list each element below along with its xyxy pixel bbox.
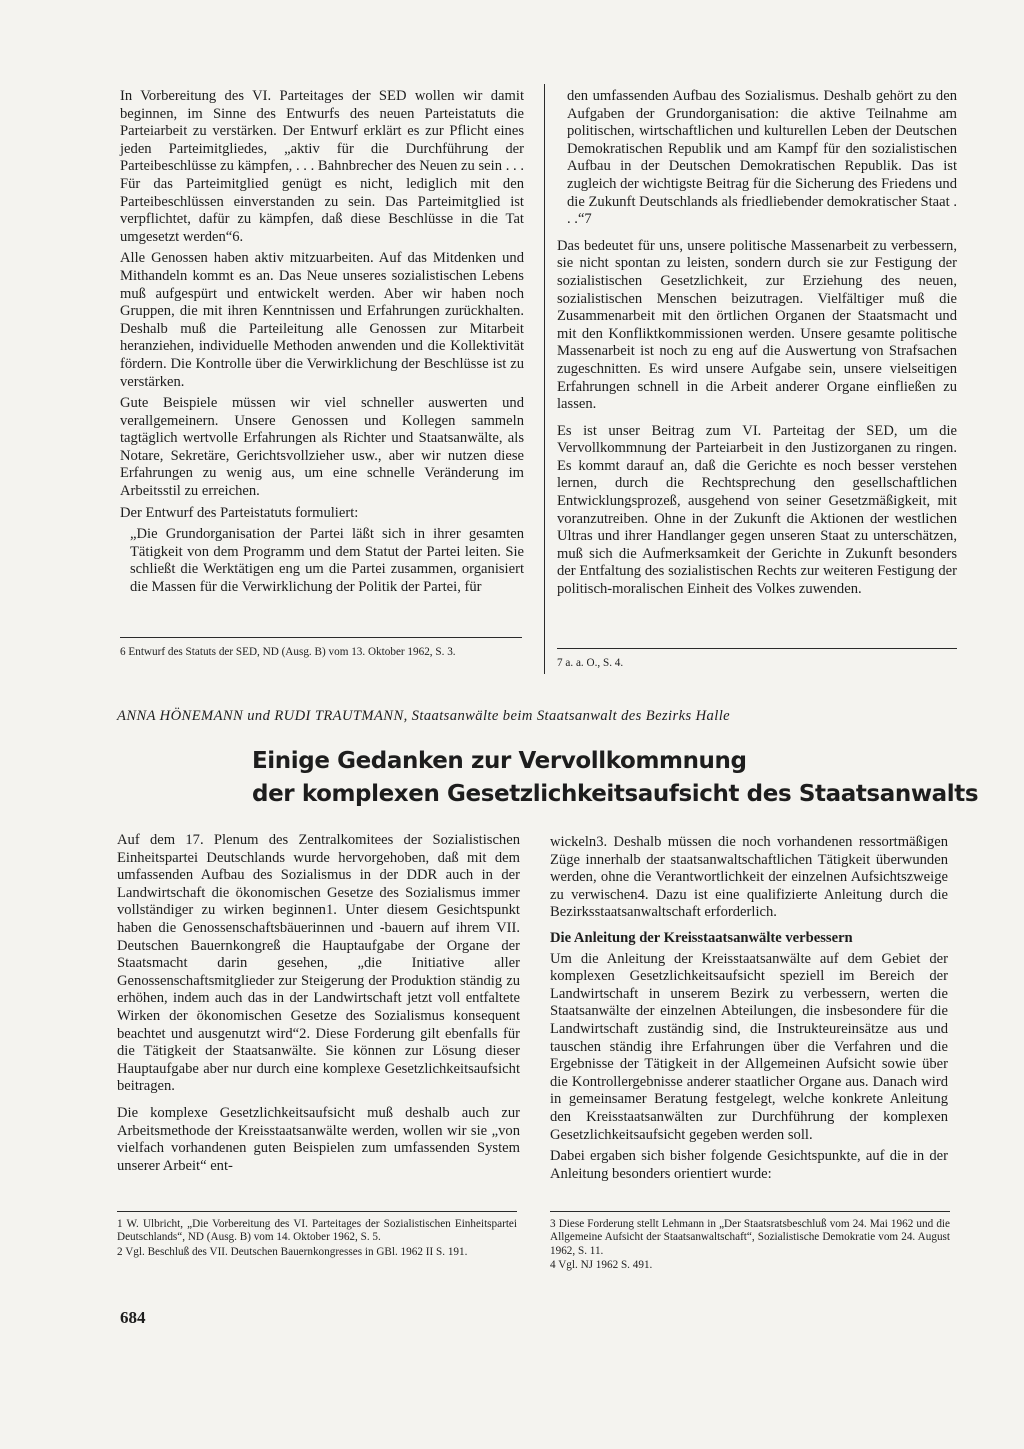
footnote-divider [120,637,522,638]
paragraph: Alle Genossen haben aktiv mitzuarbeiten. Auf das Mitdenken und Mithandeln kommt es an. Das Neue unseres sozialistischen Lebens muß aufgespürt und entwickelt werden. Aber wir haben noch Gruppen, die mit ihren Kenntnissen und Erfahrungen zurückhalten. Deshalb muß die Parteileitung alle Genossen zur Mitarbeit heranziehen, individuelle Methoden anwenden und die Kollektivität fördern. Die Kontrolle über die Verwirklichung der Beschlüsse ist zu verstärken. [120,250,524,390]
paragraph: Die komplexe Gesetzlichkeitsaufsicht muß deshalb auch zur Arbeitsmethode der Kreisstaatsanwälte werden, wollen wir sie „von vielfach vorhandenen guten Beispielen zum umfassenden System unserer Arbeit“ ent- [117,1104,520,1174]
paragraph: Der Entwurf des Parteistatuts formuliert: [120,504,359,521]
footnote-divider [550,1211,950,1212]
article-left-footnotes [117,1218,517,1260]
footnote-text: 6 Entwurf des Statuts der SED, ND (Ausg. B) vom 13. Oktober 1962, S. 3. [120,646,456,658]
section-subheading: Die Anleitung der Kreisstaatsanwälte verbessern [550,929,853,946]
paragraph: In Vorbereitung des VI. Parteitages der SED wollen wir damit beginnen, im Sinne des Entwurfs des neuen Parteistatuts die Parteiarbeit zu verstärken. Der Entwurf erklärt es zur Pflicht eines jeden Parteimitgliedes, „aktiv für die Durchführung der Parteibeschlüsse zu kämpfen, . . . Bahnbrecher des Neuen zu sein . . . Für das Parteimitglied genügt es nicht, lediglich mit den Parteibeschlüssen einverstanden zu sein. Das Parteimitglied ist verpflichtet, dafür zu kämpfen, daß diese Beschlüsse in die Tat umgesetzt werden“6. [120,88,524,245]
title-line-2: der komplexen Gesetzlichkeitsaufsicht des Staatsanwalts [252,781,979,807]
article-right-column [550,834,948,1187]
paragraph: Um die Anleitung der Kreisstaatsanwälte auf dem Gebiet der komplexen Gesetzlichkeitsaufsicht speziell im Bereich der Landwirtschaft in unserem Bezirk zu verbessern, werten die Staatsanwälte der einzelnen Abteilungen, die insbesondere für die Landwirtschaft zuständig sind, die Instrukteureinsätze aus und tauschen ständig ihre Erfahrungen über die Verfahren und die Ergebnisse der Tätigkeit in der Allgemeinen Aufsicht sowie über die Kontrollergebnisse anderer staatlicher Organe aus. Danach wird in gemeinsamer Beratung festgelegt, welche konkrete Anleitung den Kreisstaatsanwälten zur Durchführung der komplexen Gesetzlichkeitsaufsicht gegeben werden soll. [550,950,948,1143]
quote-paragraph: „Die Grundorganisation der Partei läßt sich in ihrer gesamten Tätigkeit von dem Programm und dem Statut der Partei leiten. Sie schließt die Werktätigen eng um die Partei zusammen, organisiert die Massen für die Verwirklichung der Politik der Partei, für [130,526,524,596]
paragraph: Auf dem 17. Plenum des Zentralkomitees der Sozialistischen Einheitspartei Deutschlands wurde hervorgehoben, daß mit dem umfassenden Aufbau des Sozialismus in der DDR auch in der Landwirtschaft die ökonomischen Gesetze des Sozialismus immer vollständiger zu wirken beginnen1. Unter diesem Gesichtspunkt haben die Genossenschaftsbäuerinnen und -bauern auf ihrem VII. Deutschen Bauernkongreß die Hauptaufgabe der Organe der Staatsmacht darin gesehen, „die Initiative aller Genossenschaftsmitglieder zur Steigerung der Produktion ständig zu erhöhen, indem auch das in der Landwirtschaft jetzt voll entfaltete Wirken der ökonomischen Gesetze des Sozialismus konsequent beachtet und ausgenutzt wird“2. Diese Forderung gilt ebenfalls für die Tätigkeit der Staatsanwälte. Sie können zur Lösung dieser Hauptaufgabe aber nur durch eine komplexe Gesetzlichkeitsaufsicht beitragen. [117,832,520,1095]
footnote-7 [557,657,955,671]
footnote-6 [120,646,520,660]
footnote-3: 3 Diese Forderung stellt Lehmann in „Der Staatsratsbeschluß vom 24. Mai 1962 und die Allgemeine Aufsicht der Staatsanwaltschaft“, Sozialistische Demokratie vom 24. August 1962, S. 11. [550,1218,950,1257]
article-right-footnotes [550,1218,950,1274]
column-divider [544,84,545,674]
title-line-1: Einige Gedanken zur Vervollkommnung [252,748,747,774]
article-authors: ANNA HÖNEMANN und RUDI TRAUTMANN, Staatsanwälte beim Staatsanwalt des Bezirks Halle [117,708,731,724]
page-number: 684 [120,1308,146,1327]
footnote-1: 1 W. Ulbricht, „Die Vorbereitung des VI. Parteitages der Sozialistischen Einheitspartei Deutschlands“, ND (Ausg. B) vom 14. Oktober 1962, S. 5. [117,1218,517,1244]
top-left-column [120,88,524,601]
article-left-column [117,832,520,1179]
paragraph: Dabei ergaben sich bisher folgende Gesichtspunkte, auf die in der Anleitung besonders orientiert wurde: [550,1148,948,1182]
footnote-divider [117,1211,517,1212]
paragraph: Es ist unser Beitrag zum VI. Parteitag der SED, um die Vervollkommnung der Parteiarbeit in den Justizorganen zu ringen. Es kommt darauf an, daß die Gerichte es noch besser verstehen lernen, durch die Rechtsprechung den gesellschaftlichen Entwicklungsprozeß, ausgehend von seiner Gesetzmäßigkeit, mit voranzutreiben. Ohne in der Zukunft die Aktionen der westlichen Ultras und ihrer Handlanger gegen unseren Staat zu unterschätzen, muß sich die Aufmerksamkeit der Gerichte in Zukunft besonders der Entfaltung des sozialistischen Rechts zur weiteren Festigung der politisch-moralischen Einheit des Volkes zuwenden. [557,422,957,598]
top-right-column [557,88,957,603]
article-title [252,746,979,809]
paragraph: Gute Beispiele müssen wir viel schneller auswerten und verallgemeinern. Unsere Genossen und Kollegen sammeln tagtäglich wertvolle Erfahrungen als Richter und Staatsanwälte, als Notare, Sekretäre, Gerichtsvollzieher usw., aber wir nutzen diese Erfahrungen zu wenig aus, um eine schnelle Veränderung im Arbeitsstil zu erreichen. [120,395,524,500]
footnote-divider [557,648,957,649]
quote-continuation: den umfassenden Aufbau des Sozialismus. Deshalb gehört zu den Aufgaben der Grundorganisation: die aktive Teilnahme am politischen, wirtschaftlichen und kulturellen Leben der Deutschen Demokratischen Republik und am Kampf für den sozialistischen Aufbau in der Deutschen Demokratischen Republik. Das ist zugleich der wichtigste Beitrag für die Sicherung des Friedens und die Zukunft Deutschlands als friedliebender demokratischer Staat . . .“7 [567,88,957,228]
footnote-text: 7 a. a. O., S. 4. [557,657,624,669]
footnote-2: 2 Vgl. Beschluß des VII. Deutschen Bauernkongresses in GBl. 1962 II S. 191. [117,1245,468,1258]
paragraph: wickeln3. Deshalb müssen die noch vorhandenen ressortmäßigen Züge innerhalb der staatsanwaltschaftlichen Tätigkeit überwunden werden, ohne die Verantwortlichkeit der einzelnen Aufsichtszweige zu verwischen4. Dazu ist eine qualifizierte Anleitung durch die Bezirksstaatsanwaltschaft erforderlich. [550,834,948,921]
footnote-4: 4 Vgl. NJ 1962 S. 491. [550,1259,653,1272]
paragraph: Das bedeutet für uns, unsere politische Massenarbeit zu verbessern, sie nicht spontan zu leisten, sondern durch sie zur Festigung der sozialistischen Gesetzlichkeit, zur Erziehung des neuen, sozialistischen Menschen beizutragen. Vielfältiger muß die Zusammenarbeit mit den örtlichen Organen der Staatsmacht und mit den Konfliktkommissionen werden. Unsere gesamte politische Massenarbeit ist noch zu eng auf die Auswertung von Strafsachen zugeschnitten. Es wird unsere Aufgabe sein, unsere vielseitigen Erfahrungen schnell in die Arbeit anderer Organe einfließen zu lassen. [557,237,957,413]
